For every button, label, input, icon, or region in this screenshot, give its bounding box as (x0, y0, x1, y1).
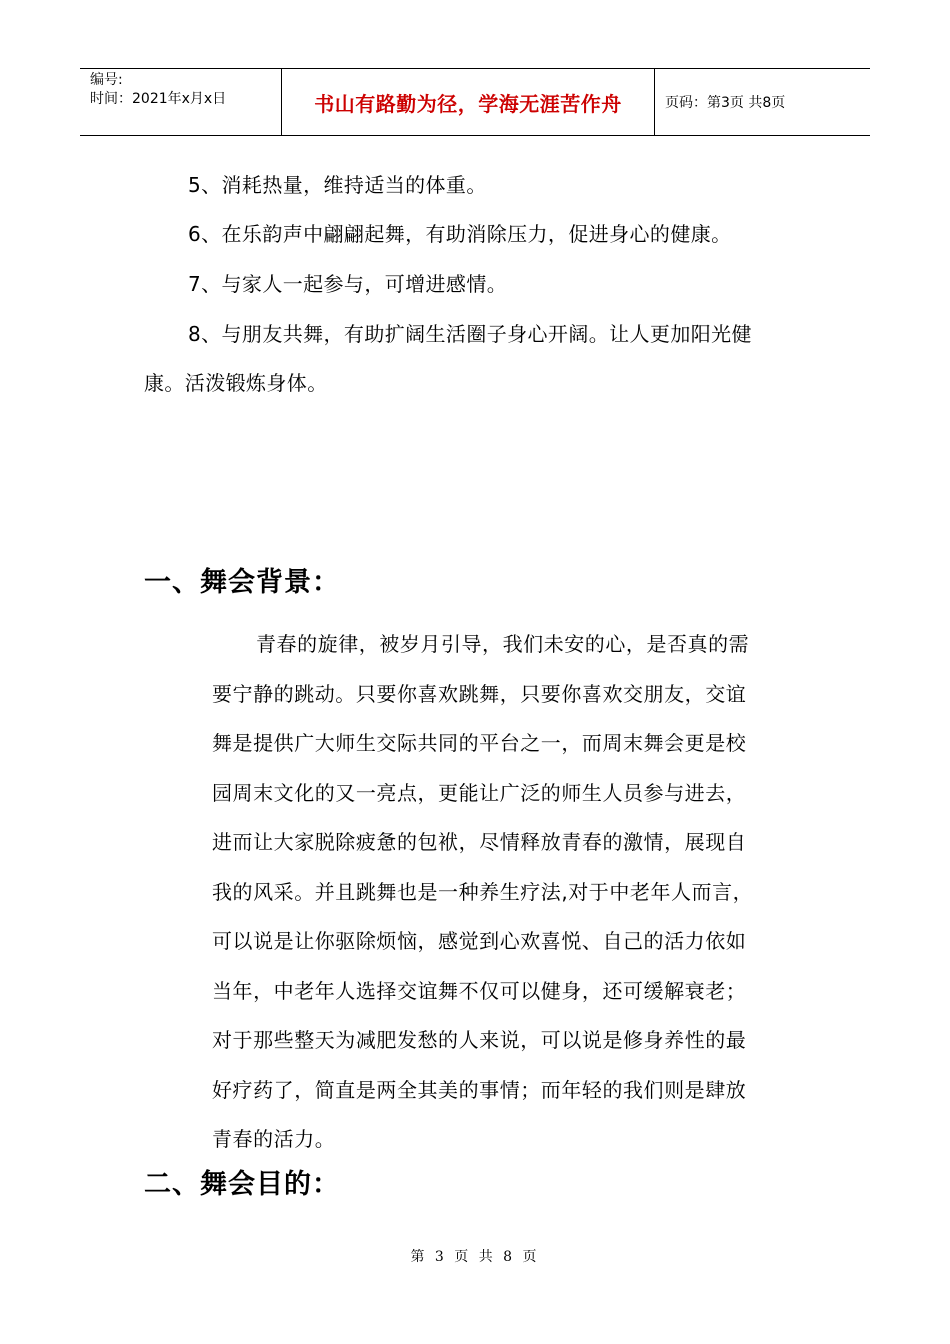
paragraph-line: 进而让大家脱除疲惫的包袱，尽情释放青春的激情，展现自 (212, 830, 747, 854)
motto-text: 书山有路勤为径，学海无涯苦作舟 (314, 91, 622, 116)
list-item: 6、在乐韵声中翩翩起舞，有助消除压力，促进身心的健康。 (188, 222, 732, 246)
list-item: 5、消耗热量，维持适当的体重。 (188, 173, 487, 197)
paragraph-line: 舞是提供广大师生交际共同的平台之一，而周末舞会更是校 (212, 731, 747, 755)
document-header (80, 68, 870, 136)
paragraph-line: 好疗药了，简直是两全其美的事情；而年轻的我们则是肆放 (212, 1077, 747, 1102)
number-label: 编号: (90, 72, 123, 88)
header-page-cell (655, 69, 870, 135)
paragraph-line: 青春的活力。 (212, 1127, 336, 1151)
page-info: 页码：第3页 共8页 (665, 95, 786, 111)
list-item: 7、与家人一起参与，可增进感情。 (188, 272, 508, 296)
list-item-continuation: 康。活泼锻炼身体。 (144, 371, 328, 395)
paragraph-line: 对于那些整天为减肥发愁的人来说，可以说是修身养性的最 (212, 1028, 747, 1052)
header-motto-cell (282, 69, 655, 135)
section-heading-purpose: 二、舞会目的： (144, 1169, 340, 1200)
list-item: 8、与朋友共舞，有助扩阔生活圈子身心开阔。让人更加阳光健 (188, 322, 752, 346)
paragraph-line: 当年，中老年人选择交谊舞不仅可以健身，还可缓解衰老； (212, 978, 747, 1003)
page-footer: 第 3 页 共 8 页 (410, 1249, 540, 1265)
section-heading-background: 一、舞会背景： (144, 567, 340, 598)
header-meta-cell (80, 69, 282, 135)
time-label: 时间：2021年x月x日 (90, 91, 227, 107)
paragraph-line: 可以说是让你驱除烦恼，感觉到心欢喜悦、自己的活力依如 (212, 929, 747, 953)
paragraph-line: 要宁静的跳动。只要你喜欢跳舞，只要你喜欢交朋友，交谊 (212, 681, 747, 706)
background-paragraph (212, 620, 812, 1165)
paragraph-line: 园周末文化的又一亮点，更能让广泛的师生人员参与进去， (212, 780, 747, 805)
paragraph-line: 我的风采。并且跳舞也是一种养生疗法,对于中老年人而言， (212, 879, 754, 904)
paragraph-line: 青春的旋律，被岁月引导，我们未安的心，是否真的需 (256, 632, 750, 656)
